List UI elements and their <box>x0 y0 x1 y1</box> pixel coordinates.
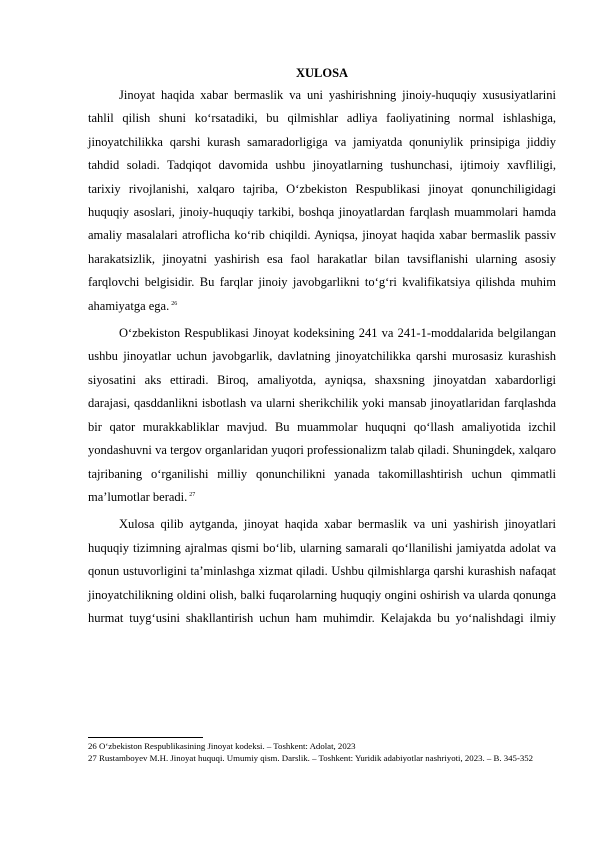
footnote-ref-26[interactable]: 26 <box>171 300 178 307</box>
footnotes-section <box>88 737 558 764</box>
footnote-divider <box>88 737 203 738</box>
paragraph-2-text: O‘zbekiston Respublikasi Jinoyat kodeksining 241 va 241-1-moddalarida belgilangan ushbu jinoyatlar uchun javobgarlik, davlatning jinoyatchilikka qarshi murosasiz kurashish siyosatini aks ettiradi. Biroq, amaliyotda, ayniqsa, shaxsning jinoyatdan xabardorligi darajasi, qasddanlikni isbotlash va ularni sherikchilik yoki mansab jinoyatlaridan farqlashda bir qator murakkabliklar mavjud. Bu muammolar huquqni qo‘llash amaliyotida izchil yondashuvni va tergov organlaridan yuqori professionalizm talab qiladi. Shuningdek, xalqaro tajribaning o‘rganilishi milliy qonunchilikni yanada takomillashtirish uchun qimmatli ma’lumotlar beradi. <box>88 326 556 504</box>
document-title: XULOSA <box>295 66 349 80</box>
paragraph-3 <box>88 513 556 630</box>
paragraph-2 <box>88 322 556 509</box>
paragraph-1 <box>88 84 556 318</box>
document-body <box>88 64 556 634</box>
footnote-27: 27 Rustamboyev M.H. Jinoyat huquqi. Umumiy qism. Darslik. – Toshkent: Yuridik adabiyotlar nashriyoti, 2023. – B. 345-352 <box>88 752 534 763</box>
footnote-26: 26 O‘zbekiston Respublikasining Jinoyat kodeksi. – Toshkent: Adolat, 2023 <box>88 741 356 751</box>
paragraph-1-text: Jinoyat haqida xabar bermaslik va uni yashirishning jinoiy-huquqiy xususiyatlarini tahlil qilish shuni ko‘rsatadiki, bu qilmishlar adliya faoliyatining normal ishlashiga, jinoyatchilikka qarshi kurash samaradorligiga va jamiyatda qonuniylik prinsipiga jiddiy tahdid soladi. Tadqiqot davomida ushbu jinoyatlarning tushunchasi, ijtimoiy xavfliligi, tarixiy rivojlanishi, xalqaro tajriba, O‘zbekiston Respublikasi jinoyat qonunchiligidagi huquqiy asoslari, jinoiy-huquqiy tarkibi, boshqa jinoyatlardan farqlash muammolari hamda amaliy masalalari atroflicha ko‘rib chiqildi. Ayniqsa, jinoyat haqida xabar bermaslik passiv harakatsizlik, jinoyatni yashirish esa faol harakatlar bilan tavsiflanishi ularning asosiy farqlovchi belgisidir. Bu farqlar jinoiy javobgarlikni to‘g‘ri kvalifikatsiya qilishda muhim ahamiyatga ega. <box>88 88 556 313</box>
footnote-ref-27[interactable]: 27 <box>189 491 196 498</box>
paragraph-3-text: Xulosa qilib aytganda, jinoyat haqida xabar bermaslik va uni yashirish jinoyatlari huquqiy tizimning ajralmas qismi bo‘lib, ularning samarali qo‘llanilishi jamiyatda adolat va qonun ustuvorligini ta’minlashga xizmat qiladi. Ushbu qilmishlarga qarshi kurashish nafaqat jinoyatchilikning oldini olish, balki fuqarolarning huquqiy ongini oshirish va ularda qonunga hurmat tuyg‘usini shakllantirish uchun ham muhimdir. Kelajakda bu yo‘nalishdagi ilmiy <box>88 517 556 625</box>
